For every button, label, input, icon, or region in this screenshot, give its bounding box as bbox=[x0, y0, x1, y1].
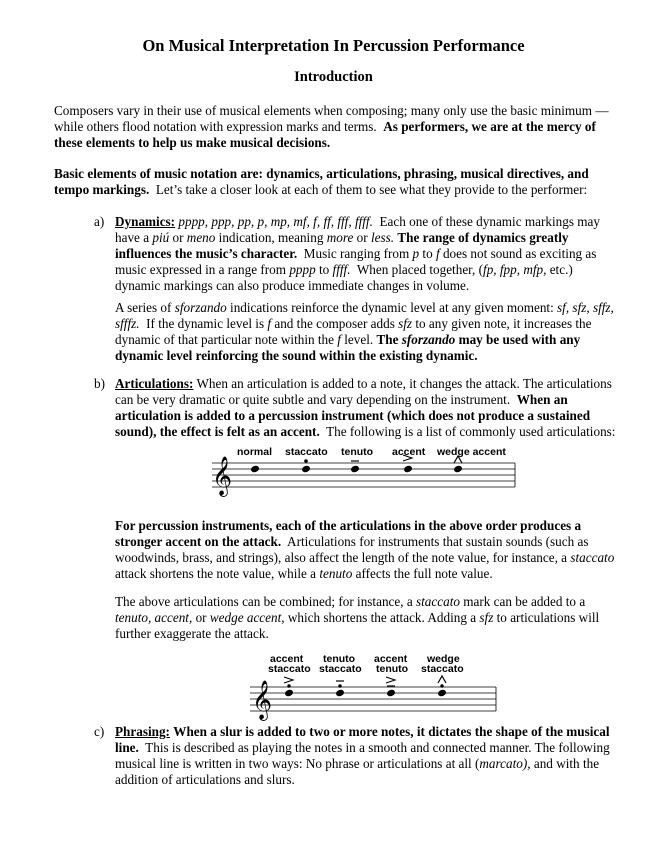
staccato-dot-icon bbox=[441, 685, 443, 687]
page-title: On Musical Interpretation In Percussion Performance bbox=[142, 36, 525, 55]
label-accent-staccato-1: accent bbox=[270, 653, 304, 665]
staff-labels bbox=[237, 446, 506, 458]
note-accent-tenuto bbox=[387, 689, 396, 696]
label-normal: normal bbox=[237, 446, 273, 458]
label-wedge-accent: wedge accent bbox=[437, 446, 506, 458]
treble-clef-icon: 𝄞 bbox=[252, 680, 273, 720]
sforzando-paragraph: A series of sforzando indications reinforce the dynamic level at any given moment: sf, sfz, sffz, sfffz. If the dynamic level is f and the composer adds sfz to any given note, it increases the dynamic of that particular note within the f level. The sforzando may be used with any dynamic level reinforcing the sound within the existing dynamic. bbox=[115, 300, 614, 363]
phrasing-paragraph: Phrasing: When a slur is added to two or more notes, it dictates the shape of the musical line. This is described as playing the notes in a smooth and connected manner. The following musical line is written in two ways: No phrase or articulations at all (marcato), and with the addition of articulations and slurs. bbox=[115, 724, 610, 787]
articulations-staff bbox=[212, 441, 517, 501]
section-heading: Introduction bbox=[294, 69, 373, 85]
label-accent: accent bbox=[392, 446, 426, 458]
note-normal bbox=[251, 465, 260, 472]
note-accent-staccato bbox=[285, 689, 294, 696]
label-tenuto: tenuto bbox=[341, 446, 374, 458]
label-staccato: staccato bbox=[285, 446, 328, 458]
dynamics-paragraph: Dynamics: pppp, ppp, pp, p, mp, mf, f, ff, fff, ffff. Each one of these dynamic markings may have a piú or meno indication, meaning more or less. The range of dynamics greatly influences the music’s character. Music ranging from p to f does not sound as exciting as music expressed in a range from pppp to ffff. When placed together, (fp, fpp, mfp, etc.) dynamic markings can also produce immediate changes in volume. bbox=[115, 214, 600, 293]
staccato-dot-icon bbox=[339, 685, 341, 687]
wedge-accent-icon bbox=[438, 676, 446, 683]
note-staccato bbox=[302, 465, 311, 472]
staccato-dot-icon bbox=[305, 460, 308, 463]
accent-icon bbox=[284, 677, 293, 683]
note-tenuto-staccato bbox=[336, 689, 345, 696]
label-accent-staccato-2: staccato bbox=[268, 663, 311, 675]
label-tenuto-staccato-2: staccato bbox=[319, 663, 362, 675]
articulations-paragraph: Articulations: When an articulation is added to a note, it changes the attack. The articulations can be very dramatic or quite subtle and vary depending on the instrument. When an articulation is added to a percussion instrument (which does not produce a sustained sound), the effect is felt as an accent. The following is a list of commonly used articulations: bbox=[115, 376, 616, 439]
combined-articulations-staff bbox=[250, 652, 510, 722]
label-wedge-staccato-2: staccato bbox=[421, 663, 464, 675]
elements-paragraph: Basic elements of music notation are: dynamics, articulations, phrasing, musical directives, and tempo markings. Let’s take a closer look at each of them to see what they provide to the performer: bbox=[54, 166, 589, 197]
note-wedge-accent bbox=[454, 465, 463, 472]
list-marker-c: c) bbox=[94, 724, 105, 739]
label-accent-tenuto-1: accent bbox=[374, 653, 408, 665]
note-wedge-staccato bbox=[438, 689, 447, 696]
accent-icon bbox=[386, 677, 395, 683]
staccato-dot-icon bbox=[288, 685, 290, 687]
note-tenuto bbox=[351, 465, 360, 472]
list-marker-a: a) bbox=[94, 214, 105, 229]
label-accent-tenuto-2: tenuto bbox=[376, 663, 409, 675]
note-accent bbox=[404, 465, 413, 472]
label-wedge-staccato-1: wedge bbox=[427, 653, 460, 665]
intro-paragraph: Composers vary in their use of musical elements when composing; many only use the basic minimum — while others flood notation with expression marks and terms. As performers, we are at the mercy of these elements to help us make musical decisions. bbox=[54, 103, 609, 150]
percussion-accent-paragraph: For percussion instruments, each of the articulations in the above order produces a stronger accent on the attack. Articulations for instruments that sustain sounds (such as woodwinds, brass, and strings), also affect the length of the note value, for instance, a staccato attack shortens the note value, while a tenuto affects the full note value. bbox=[115, 518, 615, 581]
treble-clef-icon: 𝄞 bbox=[212, 456, 233, 496]
staff2-notes bbox=[284, 676, 446, 697]
label-tenuto-staccato-1: tenuto bbox=[323, 653, 356, 665]
combined-articulations-paragraph: The above articulations can be combined; for instance, a staccato mark can be added to a tenuto, accent, or wedge accent, which shortens the attack. Adding a sfz to articulations will further exaggerate the attack. bbox=[115, 594, 600, 641]
staff2-labels bbox=[268, 653, 464, 675]
list-marker-b: b) bbox=[94, 376, 105, 391]
